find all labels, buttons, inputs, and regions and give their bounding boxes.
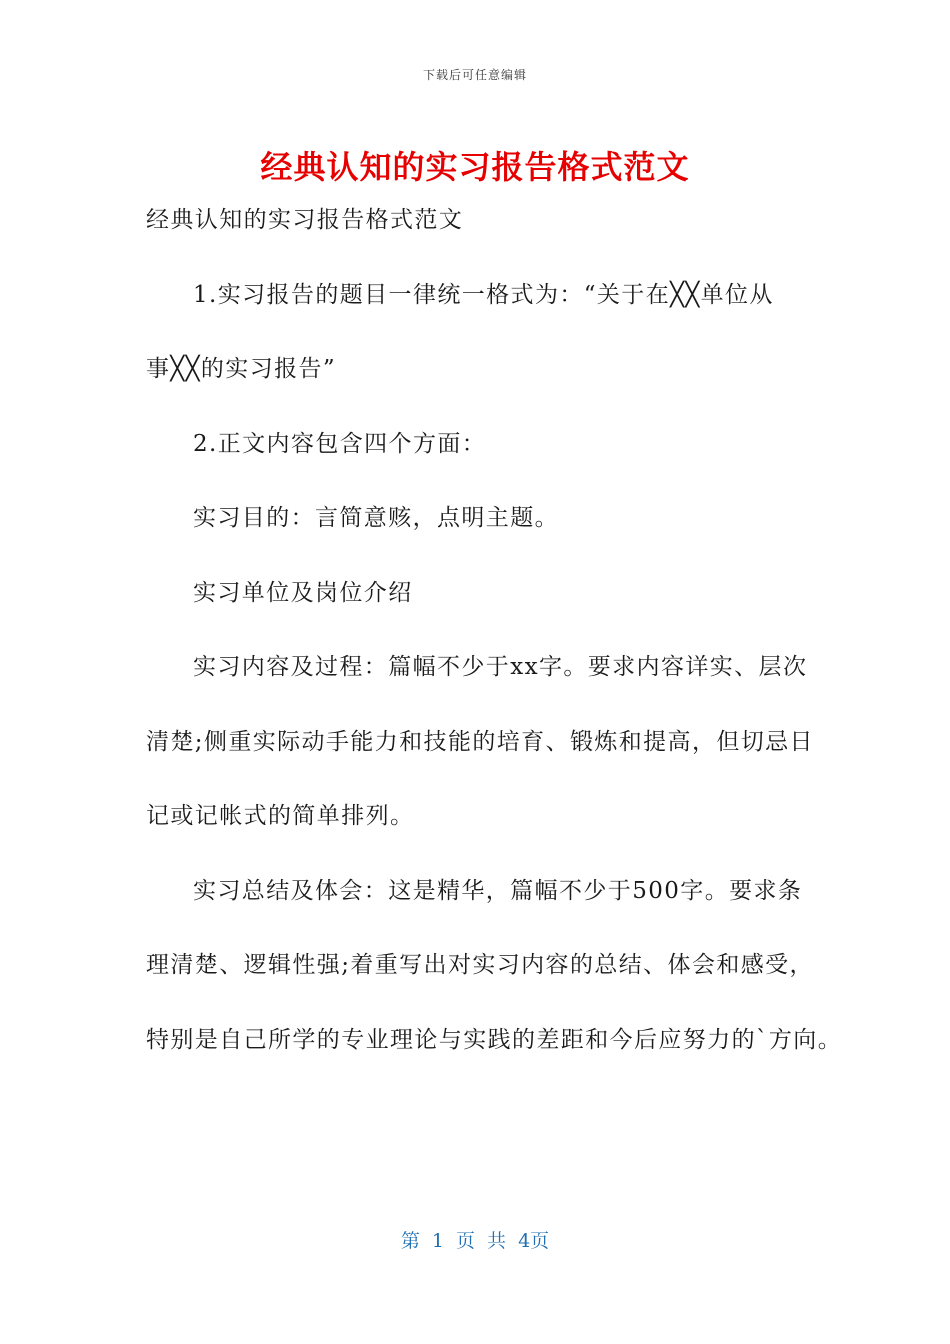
body-line: 特别是自己所学的专业理论与实践的差距和今后应努力的`方向。	[146, 1026, 843, 1053]
body-line: 实习总结及体会：这是精华，篇幅不少于500字。要求条	[193, 877, 803, 904]
document-title: 经典认知的实习报告格式范文	[260, 148, 690, 186]
body-line: 事╳╳的实习报告”	[146, 356, 337, 382]
body-line: 理清楚、逻辑性强;着重写出对实习内容的总结、体会和感受，	[146, 952, 814, 978]
body-line: 2.正文内容包含四个方面：	[193, 430, 487, 457]
body-line: 实习内容及过程：篇幅不少于xx字。要求内容详实、层次	[193, 654, 808, 680]
body-line: 实习单位及岗位介绍	[193, 579, 413, 606]
header-note: 下载后可任意编辑	[422, 68, 527, 82]
body-line: 经典认知的实习报告格式范文	[146, 207, 464, 233]
body-line: 记或记帐式的简单排列。	[146, 803, 415, 829]
body-line: 1.实习报告的题目一律统一格式为：“关于在╳╳单位从	[193, 281, 774, 308]
document-body	[146, 198, 843, 1092]
body-line: 实习目的：言简意赅，点明主题。	[193, 505, 559, 531]
page-number: 第 1 页 共 4页	[400, 1230, 550, 1252]
body-line: 清楚;侧重实际动手能力和技能的培育、锻炼和提高，但切忌日	[146, 728, 814, 755]
